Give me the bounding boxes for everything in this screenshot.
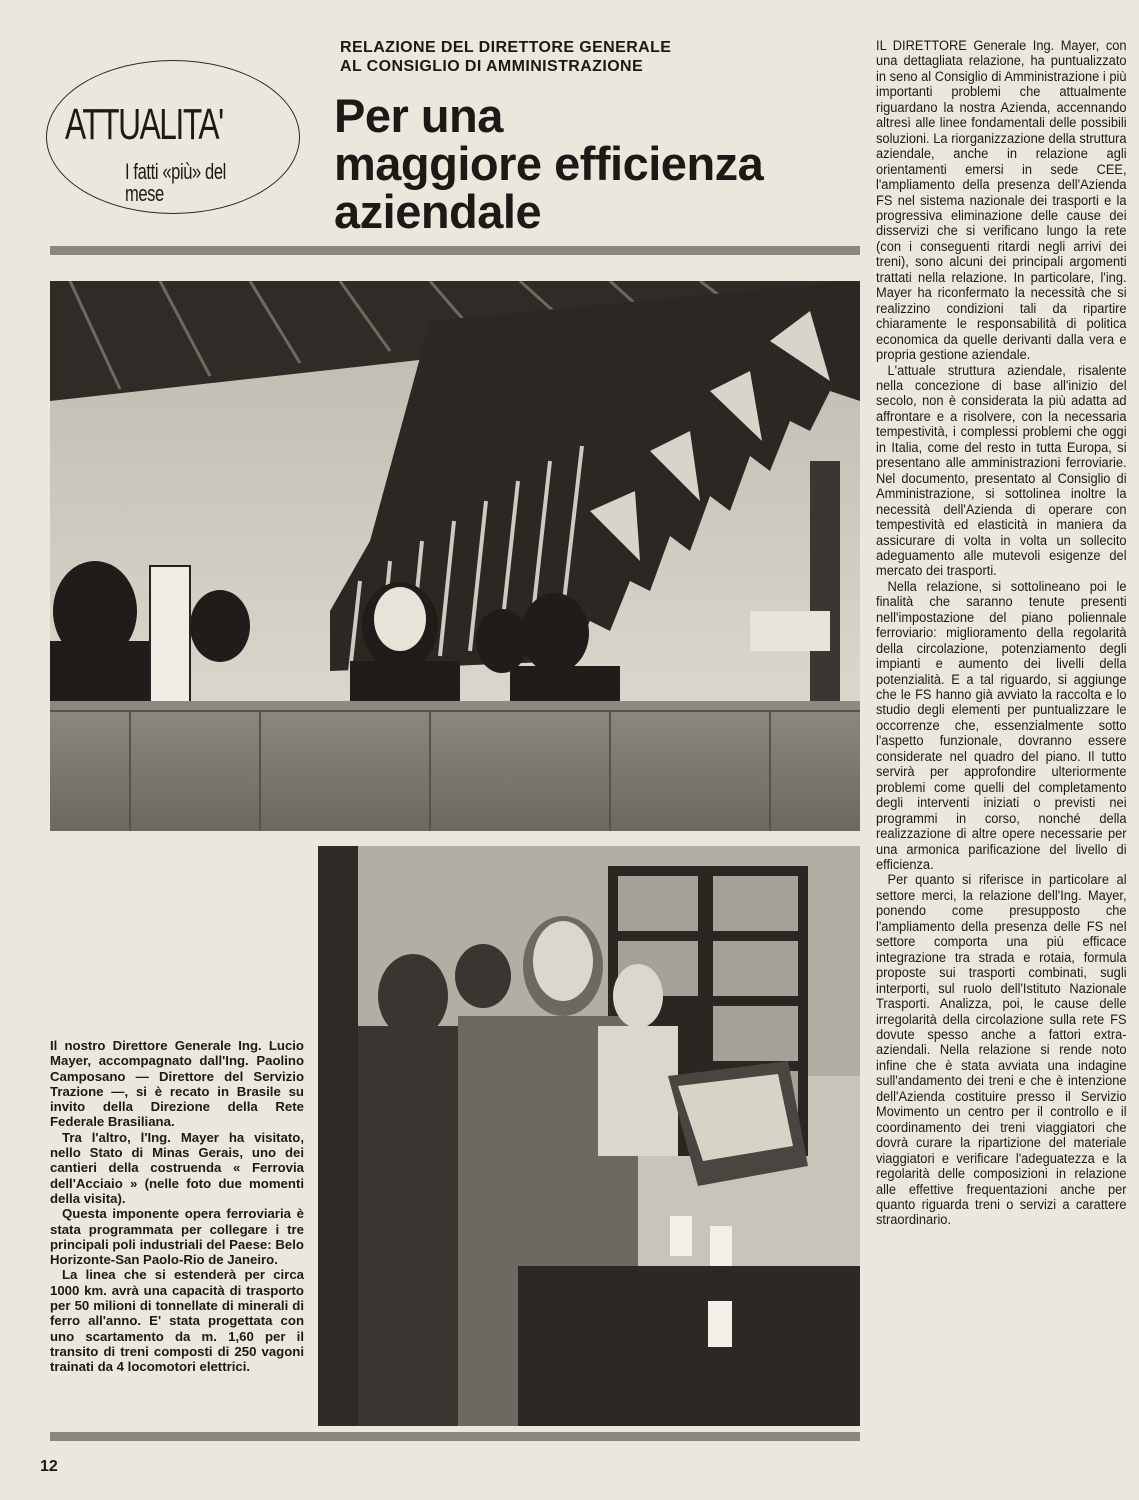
headline-line-3: aziendale: [334, 185, 542, 238]
caption-paragraph: Il nostro Direttore Generale Ing. Lucio Mayer, accompagnato dall'Ing. Paolino Camposano — Direttore del Servizio Trazione —, si è recato in Brasile su invito della Direzione della Rete Federale Brasiliana.: [50, 1038, 304, 1130]
section-badge-title: ATTUALITA': [65, 100, 223, 149]
page-number: 12: [40, 1458, 58, 1475]
section-badge: [46, 60, 300, 214]
bottom-divider-rule: [50, 1432, 860, 1441]
headline-line-1: Per una: [334, 89, 503, 142]
caption-paragraph: La linea che si estenderà per circa 1000 km. avrà una capacità di trasporto per 50 milioni di tonnellate di minerali di ferro all'anno. E' stata progettata con uno scartamento da m. 1,60 per il transito di treni composti di 250 vagoni trainati da 4 locomotori elettrici.: [50, 1267, 304, 1375]
caption-paragraph: Questa imponente opera ferroviaria è stata programmata per collegare i tre principali poli industriali del Paese: Belo Horizonte-San Paolo-Rio de Janeiro.: [50, 1206, 304, 1268]
photo-caption: [50, 1038, 304, 1375]
article-paragraph: IL DIRETTORE Generale Ing. Mayer, con una dettagliata relazione, ha puntualizzato in seno al Consiglio di Amministrazione i più importanti problemi che attualmente riguardano la nostra Azienda, accennando altresì alle linee fondamentali delle possibili soluzioni. La riorganizzazione della struttura aziendale, anche in relazione agli orientamenti emersi in sede CEE, l'ampliamento della presenza dell'Azienda FS nel sistema nazionale dei trasporti e la progressiva eliminazione delle cause dei disservizi che si verificano lungo la rete (con i conseguenti ritardi negli arrivi dei treni), sono alcuni dei principali argomenti trattati nella relazione. In particolare, l'ing. Mayer ha riconfermato la necessità che si realizzino condizioni tali da ripartire chiaramente le responsabilità di politica economica da quelle derivanti dalla vera e propria gestione aziendale.: [876, 38, 1127, 363]
article-body: [876, 38, 1127, 1458]
article-headline: [334, 89, 854, 238]
top-divider-rule: [50, 246, 860, 255]
section-badge-subtitle: I fatti «più» del mese: [125, 159, 226, 206]
article-paragraph: Per quanto si riferisce in particolare al settore merci, la relazione dell'Ing. Mayer, ponendo come presupposto che l'ampliamento della presenza delle FS nel settore comporta una più efficace integrazione tra strada e rotaia, formula proposte sui trasporti combinati, sugli interporti, sul ruolo dell'Istituto Nazionale Trasporti. Analizza, poi, le cause delle irregolarità della circolazione sulla rete FS dovute spesso anche a fattori extra-aziendali. Nella relazione si rende noto infine che è stata avviata una indagine sull'andamento dei treni e che è intenzione dell'Azienda costituire presso il Servizio Movimento un centro per il controllo e il coordinamento dei treni viaggiatori che dovrà curare la ripartizione del materiale viaggiatori e verificare l'adeguatezza e la regolarità delle composizioni in relazione alle effettive frequentazioni anche per quanto riguarda treni o servizi a carattere straordinario.: [876, 872, 1127, 1228]
article-kicker: [340, 38, 700, 76]
caption-paragraph: Tra l'altro, l'Ing. Mayer ha visitato, nello Stato di Minas Gerais, uno dei cantieri della costruenda « Ferrovia dell'Acciaio » (nelle foto due momenti della visita).: [50, 1129, 304, 1206]
article-paragraph: L'attuale struttura aziendale, risalente nella concezione di base all'inizio del secolo, non è considerata la più adatta ad affrontare e a risolvere, con la necessaria tempestività, i complessi problemi che oggi in Italia, come del resto in tutta Europa, si presentano alle amministrazioni ferroviarie. Nel documento, presentato al Consiglio di Amministrazione, si sottolinea inoltre la necessità dell'Azienda di operare con tempestività ed elasticità in maniera da assicurare di volta in volta un sollecito adeguamento alle mutevoli esigenze del mercato dei trasporti.: [876, 362, 1127, 579]
article-paragraph: Nella relazione, si sottolineano poi le finalità che saranno tenute presenti nell'impostazione del piano poliennale ferroviario: miglioramento della regolarità della circolazione, potenziamento degli impianti e aumento dei livelli della potenzialità. E a tal riguardo, si aggiunge che le FS hanno già avviato la raccolta e lo studio degli elementi per puntualizzare le occorrenze che, essenzialmente sotto l'aspetto funzionale, dovranno essere considerate nel quadro del piano. Il tutto servirà per approfondire ulteriormente problemi come quelli del completamento degli interventi iniziati o previsti nei programmi in corso, nonché della realizzazione di altre opere necessarie per una armonica parificazione del livello di efficienza.: [876, 578, 1127, 873]
photo-reviewing-plans: [318, 846, 860, 1426]
headline-line-2: maggiore efficienza: [334, 137, 764, 190]
kicker-line-2: AL CONSIGLIO DI AMMINISTRAZIONE: [340, 58, 644, 75]
kicker-line-1: RELAZIONE DEL DIRETTORE GENERALE: [340, 39, 672, 56]
photo-construction-site-visit: [50, 281, 860, 831]
